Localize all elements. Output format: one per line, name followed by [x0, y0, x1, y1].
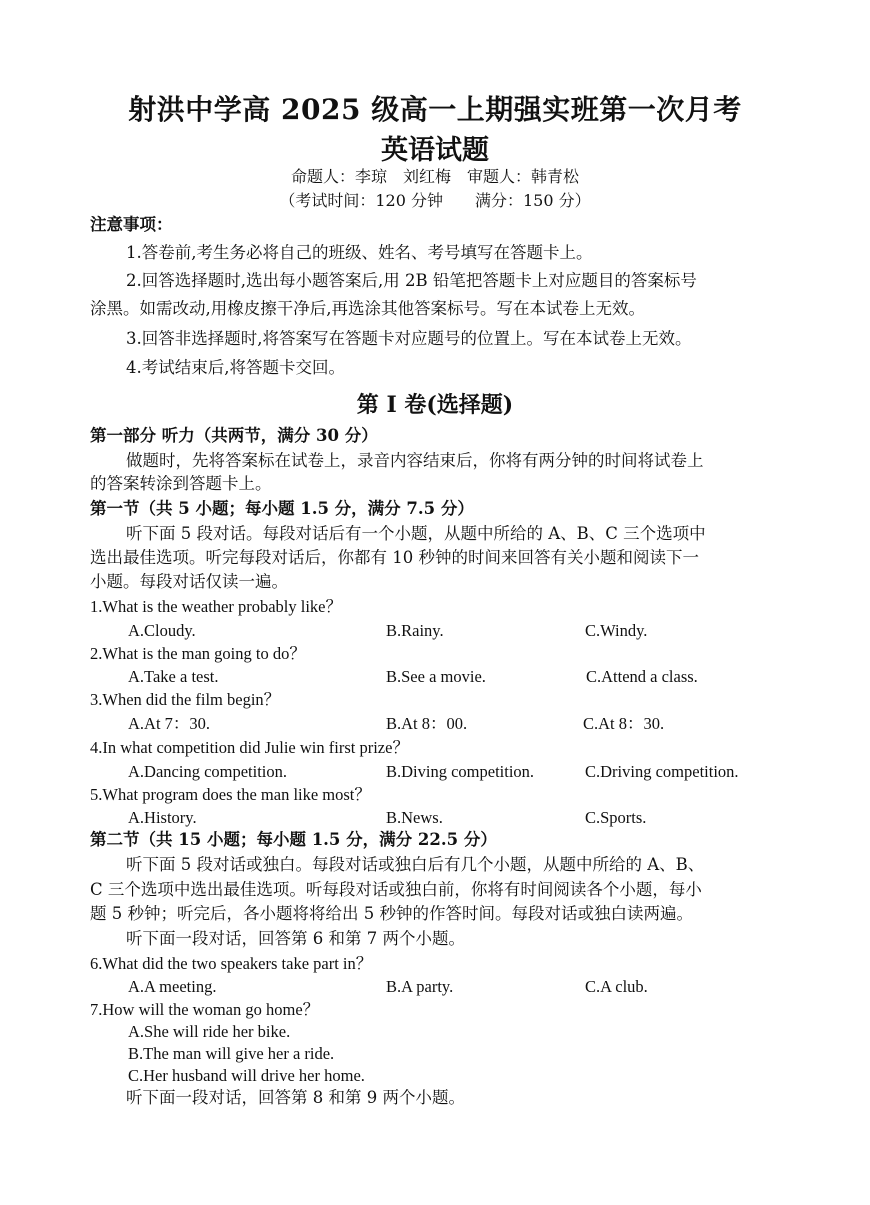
exam-subject-title: 英语试题: [381, 135, 489, 166]
question-stem: 1.What is the weather probably like？: [90, 597, 343, 616]
option-c: C.Windy.: [585, 621, 648, 640]
option-a: A.Cloudy.: [128, 621, 196, 640]
option-c: C.Her husband will drive her home.: [128, 1066, 365, 1085]
question-stem: 2.What is the man going to do？: [90, 644, 306, 663]
option-b: B.Diving competition.: [386, 762, 535, 781]
question-stem: 3.When did the film begin？: [90, 690, 281, 709]
section-2-instructions: 听下面 5 段对话或独白。每段对话或独白后有几个小题，从题中所给的 A、B、: [126, 855, 705, 874]
option-c: C.Sports.: [585, 808, 647, 827]
notice-item-1: 1.答卷前,考生务必将自己的班级、姓名、考号填写在答题卡上。: [126, 243, 593, 262]
option-b: B.News.: [386, 808, 443, 827]
option-a: A.She will ride her bike.: [128, 1022, 291, 1041]
section-1-instructions-cont: 选出最佳选项。听完每段对话后，你都有 10 秒钟的时间来回答有关小题和阅读下一: [90, 548, 699, 567]
option-b: B.At 8：00.: [386, 714, 468, 733]
section-2-heading: 第二节（共 15 小题；每小题 1.5 分，满分 22.5 分）: [90, 830, 497, 849]
notice-item-2-cont: 涂黑。如需改动,用橡皮擦干净后,再选涂其他答案标号。写在本试卷上无效。: [90, 299, 645, 318]
listening-intro-cont: 的答案转涂到答题卡上。: [90, 474, 272, 493]
notice-heading: 注意事项：: [90, 215, 173, 234]
option-c: C.A club.: [585, 977, 648, 996]
option-c: C.At 8：30.: [583, 714, 665, 733]
option-b: B.Rainy.: [386, 621, 444, 640]
question-stem: 4.In what competition did Julie win first prize？: [90, 738, 409, 757]
option-a: A.Dancing competition.: [128, 762, 288, 781]
notice-item-2: 2.回答选择题时,选出每小题答案后,用 2B 铅笔把答题卡上对应题目的答案标号: [126, 271, 697, 290]
listening-heading: 第一部分 听力（共两节，满分 30 分）: [90, 426, 378, 445]
question-stem: 7.How will the woman go home？: [90, 1000, 320, 1019]
option-c: C.Attend a class.: [586, 667, 698, 686]
option-b: B.The man will give her a ride.: [128, 1044, 335, 1063]
option-a: A.A meeting.: [128, 977, 217, 996]
option-b: B.A party.: [386, 977, 454, 996]
listening-intro: 做题时，先将答案标在试卷上，录音内容结束后，你将有两分钟的时间将试卷上: [126, 451, 704, 470]
dialog-instruction-6-7: 听下面一段对话，回答第 6 和第 7 两个小题。: [126, 929, 465, 948]
option-a: A.Take a test.: [128, 667, 219, 686]
option-a: A.History.: [128, 808, 197, 827]
question-stem: 5.What program does the man like most？: [90, 785, 371, 804]
exam-title: 射洪中学高 2025 级高一上期强实班第一次月考: [128, 93, 742, 126]
option-b: B.See a movie.: [386, 667, 486, 686]
option-c: C.Driving competition.: [585, 762, 739, 781]
notice-item-3: 3.回答非选择题时,将答案写在答题卡对应题号的位置上。写在本试卷上无效。: [126, 329, 692, 348]
question-stem: 6.What did the two speakers take part in？: [90, 954, 373, 973]
notice-item-4: 4.考试结束后,将答题卡交回。: [126, 358, 345, 377]
part-one-title: 第 I 卷(选择题): [356, 392, 514, 418]
dialog-instruction-8-9: 听下面一段对话，回答第 8 和第 9 两个小题。: [126, 1088, 465, 1107]
section-1-instructions: 听下面 5 段对话。每段对话后有一个小题，从题中所给的 A、B、C 三个选项中: [126, 524, 706, 543]
option-a: A.At 7：30.: [128, 714, 211, 733]
section-1-instructions-end: 小题。每段对话仅读一遍。: [90, 572, 288, 591]
exam-time-score: （考试时间：120 分钟 满分：150 分）: [279, 191, 591, 210]
section-2-instructions-end: 题 5 秒钟；听完后，各小题将将给出 5 秒钟的作答时间。每段对话或独白读两遍。: [90, 904, 693, 923]
section-2-instructions-cont: C 三个选项中选出最佳选项。听每段对话或独白前，你将有时间阅读各个小题，每小: [90, 880, 702, 899]
section-1-heading: 第一节（共 5 小题；每小题 1.5 分，满分 7.5 分）: [90, 499, 474, 518]
exam-authors: 命题人：李琼 刘红梅 审题人：韩青松: [290, 167, 579, 186]
